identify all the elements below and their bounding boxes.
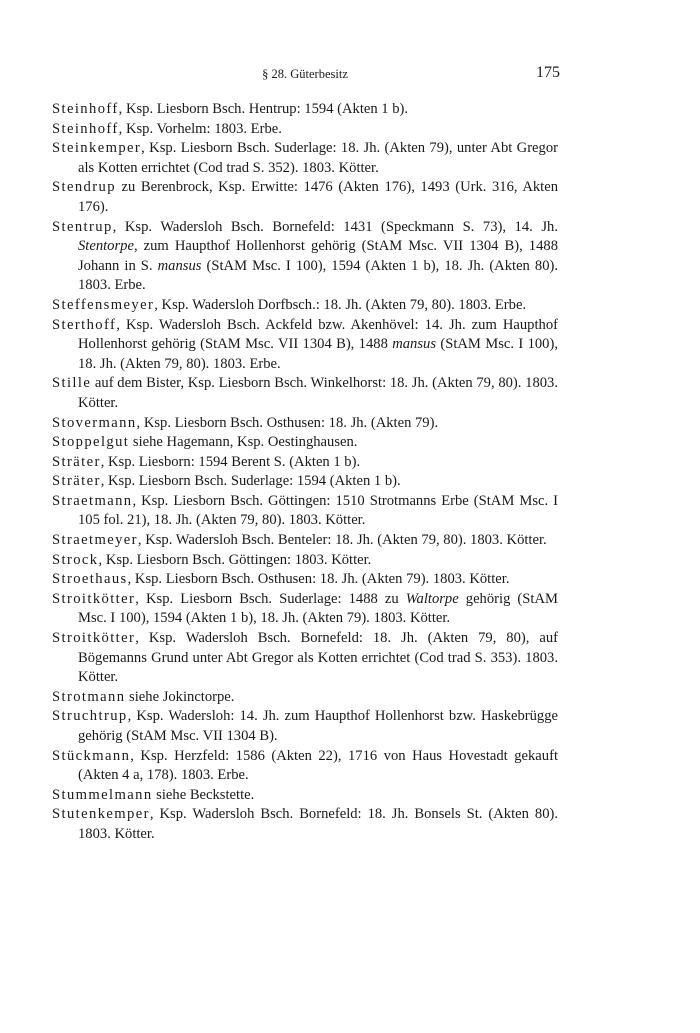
- entry-text: (StAM Msc. I 100), 1594 (Akten 1 b), 18. Jh. (Akten 80). 1803. Erbe.: [78, 257, 559, 294]
- entry-list: [52, 100, 558, 845]
- entry-text: , Ksp. Vorhelm: 1803. Erbe.: [118, 120, 282, 137]
- entry-text: , Ksp. Wadersloh Bsch. Bornefeld: 18. Jh. (Akten 79, 80), auf Bögemanns Grund unter Abt Gregor als Kotten errichtet (Cod trad S. 353). 1803. Kötter.: [78, 630, 558, 686]
- entry-name: Steinkemper: [52, 140, 142, 157]
- entry-text: siehe Hagemann, Ksp. Oestinghausen.: [129, 434, 358, 451]
- entry: [52, 296, 558, 316]
- entry-name: Straetmeyer: [52, 532, 138, 549]
- entry: [52, 120, 558, 140]
- running-header: [52, 64, 558, 84]
- entry-name: Steffensmeyer: [52, 296, 155, 313]
- entry: [52, 531, 558, 551]
- entry: [52, 492, 558, 531]
- entry-text: , Ksp. Liesborn Bsch. Suderlage: 1594 (Akten 1 b).: [100, 473, 401, 490]
- entry: [52, 786, 558, 806]
- entry-name: Strock: [52, 551, 99, 568]
- entry-text: , Ksp. Liesborn Bsch. Göttingen: 1803. Kötter.: [98, 551, 372, 568]
- entry-text: , Ksp. Wadersloh: 14. Jh. zum Haupthof Hollenhorst bzw. Haskebrügge gehörig (StAM Msc. VII 1304 B).: [78, 708, 558, 744]
- entry-text: , Ksp. Herzfeld: 1586 (Akten 22), 1716 von Haus Hovestadt gekauft (Akten 4 a, 178). 1803. Erbe.: [78, 747, 558, 784]
- entry-text: siehe Beckstette.: [152, 786, 255, 803]
- entry-text: , Ksp. Wadersloh Bsch. Ackfeld bzw. Akenhövel: 14. Jh. zum Haupthof Hollenhorst gehörig (StAM Msc. VII 1304 B), 1488: [78, 316, 558, 353]
- entry-text: siehe Jokinctorpe.: [125, 688, 235, 705]
- entry: [52, 316, 558, 375]
- entry-name: Stroitkötter: [52, 630, 136, 647]
- entry-text: , Ksp. Liesborn Bsch. Suderlage: 1488 zu: [135, 590, 406, 607]
- entry-text: , Ksp. Wadersloh Bsch. Bornefeld: 18. Jh. Bonsels St. (Akten 80). 1803. Kötter.: [78, 806, 558, 842]
- entry-text: , Ksp. Liesborn Bsch. Göttingen: 1510 Strotmanns Erbe (StAM Msc. I 105 fol. 21), 18. Jh. (Akten 79, 80). 1803. Kötter.: [78, 492, 558, 529]
- entry-name: Stummelmann: [52, 786, 153, 803]
- entry-text: , Ksp. Wadersloh Bsch. Bornefeld: 1431 (Speckmann S. 73), 14. Jh.: [112, 218, 558, 235]
- entry-name: Sterthoff: [52, 316, 117, 333]
- entry: [52, 433, 558, 453]
- entry-text: , Ksp. Liesborn Bsch. Osthusen: 18. Jh. (Akten 79).: [136, 414, 439, 431]
- entry-name: Stutenkemper: [52, 806, 150, 823]
- entry: [52, 629, 558, 688]
- entry: [52, 747, 558, 786]
- entry-name: Stentrup: [52, 218, 113, 235]
- entry: [52, 472, 558, 492]
- entry: [52, 688, 558, 708]
- entry-name: Strotmann: [52, 688, 126, 705]
- entry-italic-term: mansus: [392, 336, 437, 353]
- header-title: § 28. Güterbesitz: [262, 67, 348, 81]
- entry-name: Struchtrup: [52, 708, 128, 725]
- entry-text: (StAM Msc. I 100), 18. Jh. (Akten 79, 80). 1803. Erbe.: [78, 336, 558, 372]
- entry: [52, 139, 558, 178]
- entry-italic-term: mansus: [157, 257, 202, 274]
- entry-text: , Ksp. Liesborn Bsch. Hentrup: 1594 (Akten 1 b).: [118, 101, 409, 117]
- entry-name: Stovermann: [52, 414, 137, 431]
- entry-text: , zum Haupthof Hollenhorst gehörig (StAM Msc. VII 1304 B), 1488 Johann in S.: [78, 238, 558, 274]
- page-number: 175: [536, 64, 560, 81]
- entry-name: Sträter: [52, 453, 101, 470]
- entry-name: Sträter: [52, 473, 101, 490]
- entry: [52, 100, 558, 120]
- entry: [52, 707, 558, 746]
- entry-name: Steinhoff: [52, 120, 119, 137]
- entry: [52, 590, 558, 629]
- entry-text: zu Berenbrock, Ksp. Erwitte: 1476 (Akten 176), 1493 (Urk. 316, Akten 176).: [78, 179, 558, 215]
- entry: [52, 570, 558, 590]
- entry-italic-term: Stentorpe: [78, 238, 134, 255]
- entry-name: Straetmann: [52, 492, 133, 509]
- entry: [52, 414, 558, 434]
- entry-name: Stendrup: [52, 179, 116, 196]
- entry-name: Stückmann: [52, 747, 131, 764]
- entry: [52, 178, 558, 217]
- entry-name: Steinhoff: [52, 101, 119, 117]
- entry: [52, 551, 558, 571]
- entry: [52, 453, 558, 473]
- entry: [52, 374, 558, 413]
- entry-text: gehörig (StAM Msc. I 100), 1594 (Akten 1 b), 18. Jh. (Akten 79). 1803. Kötter.: [78, 590, 558, 627]
- entry: [52, 805, 558, 844]
- entry-text: , Ksp. Liesborn: 1594 Berent S. (Akten 1 b).: [100, 453, 361, 470]
- entry-italic-term: Waltorpe: [405, 590, 459, 607]
- entry-name: Stoppelgut: [52, 434, 130, 451]
- entry-name: Stroitkötter: [52, 590, 136, 607]
- entry-name: Stille: [52, 375, 92, 392]
- entry-text: , Ksp. Liesborn Bsch. Osthusen: 18. Jh. (Akten 79). 1803. Kötter.: [127, 571, 510, 588]
- entry-text: , Ksp. Liesborn Bsch. Suderlage: 18. Jh. (Akten 79), unter Abt Gregor als Kotten errichtet (Cod trad S. 352). 1803. Kötter.: [78, 140, 558, 176]
- entry-text: , Ksp. Wadersloh Dorfbsch.: 18. Jh. (Akten 79, 80). 1803. Erbe.: [154, 296, 527, 313]
- entry-name: Stroethaus: [52, 571, 128, 588]
- entry-text: auf dem Bister, Ksp. Liesborn Bsch. Winkelhorst: 18. Jh. (Akten 79, 80). 1803. Kötter.: [78, 375, 558, 411]
- entry: [52, 218, 558, 296]
- entry-text: , Ksp. Wadersloh Bsch. Benteler: 18. Jh. (Akten 79, 80). 1803. Kötter.: [137, 532, 547, 549]
